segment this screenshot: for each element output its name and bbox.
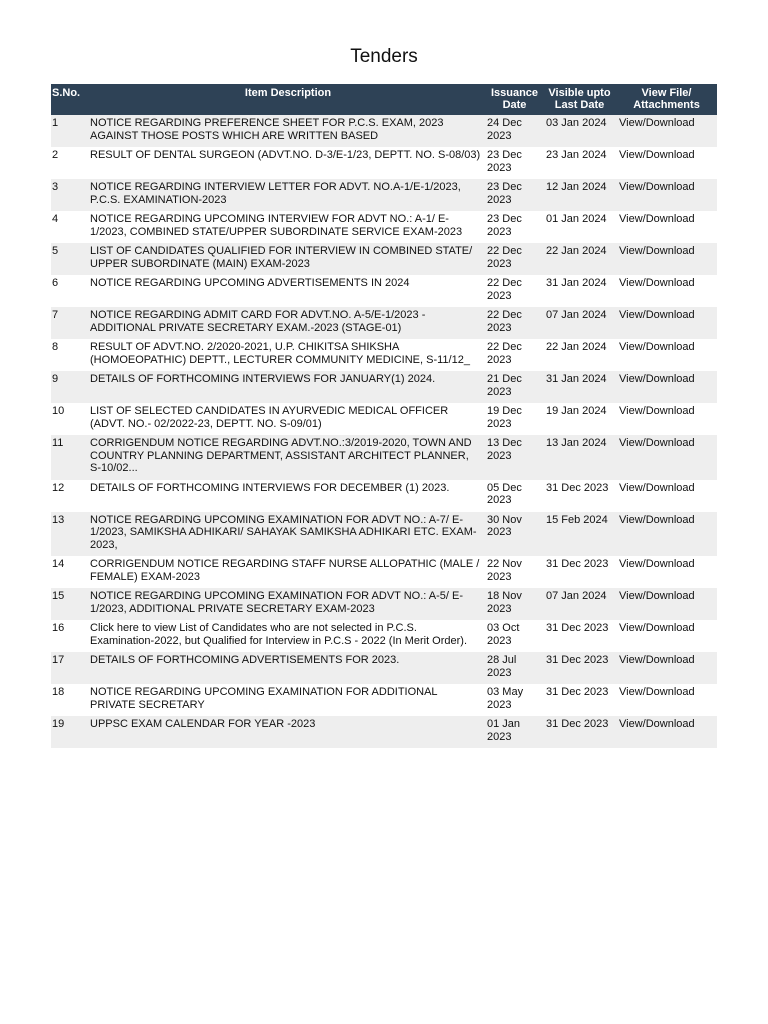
row-sno: 12 — [52, 481, 65, 494]
table-row — [51, 211, 717, 243]
row-visible-upto: 07 Jan 2024 — [546, 309, 607, 321]
row-visible-upto: 15 Feb 2024 — [546, 513, 608, 526]
row-view-cell — [616, 480, 717, 512]
row-issuance-date: 19 Dec 2023 — [487, 405, 522, 430]
row-visible-upto: 22 Jan 2024 — [546, 245, 607, 257]
row-description: RESULT OF ADVT.NO. 2/2020-2021, U.P. CHIKITSA SHIKSHA (HOMOEOPATHIC) DEPTT., LECTURER COMMUNITY MEDICINE, S-11/12_ — [90, 341, 470, 366]
table-row — [51, 480, 717, 512]
row-view-cell — [616, 652, 717, 684]
row-description: LIST OF SELECTED CANDIDATES IN AYURVEDIC MEDICAL OFFICER (ADVT. NO.- 02/2022-23, DEPTT. NO. S-09/01) — [90, 405, 449, 430]
row-visible-upto: 31 Dec 2023 — [546, 686, 609, 698]
row-issuance-date: 05 Dec 2023 — [487, 481, 522, 506]
table-row — [51, 684, 717, 716]
table-row — [51, 307, 717, 339]
table-row — [51, 556, 717, 588]
row-visible-upto: 01 Jan 2024 — [546, 213, 607, 225]
header-view-file: View File/ Attachments — [633, 87, 700, 111]
row-description: CORRIGENDUM NOTICE REGARDING STAFF NURSE ALLOPATHIC (MALE / FEMALE) EXAM-2023 — [90, 558, 480, 583]
row-visible-upto: 07 Jan 2024 — [546, 590, 607, 602]
view-download-link[interactable]: View/Download — [619, 341, 695, 353]
row-visible-upto: 31 Dec 2023 — [546, 654, 609, 666]
table-row — [51, 716, 717, 748]
table-row — [51, 512, 717, 557]
row-description: RESULT OF DENTAL SURGEON (ADVT.NO. D-3/E-1/23, DEPTT. NO. S-08/03) — [90, 149, 481, 161]
header-issuance-date: Issuance Date — [490, 87, 539, 111]
table-row — [51, 275, 717, 307]
row-visible-upto: 31 Dec 2023 — [546, 622, 609, 634]
view-download-link[interactable]: View/Download — [619, 622, 695, 634]
table-row — [51, 339, 717, 371]
row-view-cell — [616, 684, 717, 716]
row-visible-upto: 31 Jan 2024 — [546, 373, 607, 385]
row-view-cell — [616, 147, 717, 179]
row-issuance-date: 03 May 2023 — [487, 686, 524, 711]
row-view-cell — [616, 275, 717, 307]
table-header-row — [51, 84, 717, 115]
row-description: NOTICE REGARDING PREFERENCE SHEET FOR P.C.S. EXAM, 2023 AGAINST THOSE POSTS WHICH ARE WRITTEN BASED — [90, 117, 444, 142]
row-issuance-date: 03 Oct 2023 — [487, 622, 520, 647]
row-view-cell — [616, 435, 717, 480]
row-sno: 11 — [52, 437, 64, 449]
view-download-link[interactable]: View/Download — [619, 309, 695, 321]
table-row — [51, 243, 717, 275]
row-view-cell — [616, 556, 717, 588]
table-row — [51, 652, 717, 684]
row-description: NOTICE REGARDING UPCOMING EXAMINATION FOR ADVT NO.: A-7/ E-1/2023, SAMIKSHA ADHIKARI/ SAHAYAK SAMIKSHA ADHIKARI ETC. EXAM-2023, — [90, 513, 477, 551]
row-visible-upto: 31 Dec 2023 — [546, 481, 609, 494]
row-visible-upto: 13 Jan 2024 — [546, 437, 607, 449]
row-view-cell — [616, 588, 717, 620]
table-row — [51, 588, 717, 620]
table-row — [51, 620, 717, 652]
row-issuance-date: 23 Dec 2023 — [487, 149, 522, 174]
view-download-link[interactable]: View/Download — [619, 149, 695, 161]
row-view-cell — [616, 243, 717, 275]
row-sno: 15 — [52, 590, 65, 602]
row-view-cell — [616, 371, 717, 403]
row-sno: 14 — [52, 558, 65, 570]
row-sno: 16 — [52, 622, 65, 634]
view-download-link[interactable]: View/Download — [619, 373, 695, 385]
view-download-link[interactable]: View/Download — [619, 277, 695, 289]
row-sno: 5 — [52, 245, 59, 257]
row-sno: 7 — [52, 309, 59, 321]
row-visible-upto: 03 Jan 2024 — [546, 117, 607, 129]
row-view-cell — [616, 716, 717, 748]
row-issuance-date: 13 Dec 2023 — [487, 437, 522, 462]
row-issuance-date: 01 Jan 2023 — [487, 718, 521, 743]
row-issuance-date: 23 Dec 2023 — [487, 213, 522, 238]
view-download-link[interactable]: View/Download — [619, 181, 695, 193]
row-sno: 9 — [52, 373, 59, 385]
row-issuance-date: 28 Jul 2023 — [487, 654, 517, 679]
row-sno: 18 — [52, 686, 65, 698]
view-download-link[interactable]: View/Download — [619, 654, 695, 666]
row-visible-upto: 23 Jan 2024 — [546, 149, 607, 161]
row-issuance-date: 22 Nov 2023 — [487, 558, 522, 583]
row-sno: 13 — [52, 513, 65, 526]
view-download-link[interactable]: View/Download — [619, 590, 695, 602]
row-issuance-date: 23 Dec 2023 — [487, 181, 522, 206]
view-download-link[interactable]: View/Download — [619, 481, 695, 494]
row-visible-upto: 12 Jan 2024 — [546, 181, 607, 193]
row-issuance-date: 30 Nov 2023 — [487, 513, 522, 538]
row-sno: 17 — [52, 654, 65, 666]
row-issuance-date: 22 Dec 2023 — [487, 341, 522, 366]
table-row — [51, 147, 717, 179]
row-description: NOTICE REGARDING UPCOMING EXAMINATION FOR ADDITIONAL PRIVATE SECRETARY — [90, 686, 438, 711]
view-download-link[interactable]: View/Download — [619, 213, 695, 225]
row-description: DETAILS OF FORTHCOMING INTERVIEWS FOR JANUARY(1) 2024. — [90, 373, 436, 385]
row-issuance-date: 22 Dec 2023 — [487, 277, 522, 302]
row-sno: 10 — [52, 405, 65, 417]
view-download-link[interactable]: View/Download — [619, 558, 695, 570]
table-row — [51, 179, 717, 211]
view-download-link[interactable]: View/Download — [619, 513, 695, 526]
row-issuance-date: 18 Nov 2023 — [487, 590, 522, 615]
page-title: Tenders — [350, 46, 418, 67]
row-view-cell — [616, 307, 717, 339]
table-row — [51, 403, 717, 435]
row-visible-upto: 31 Dec 2023 — [546, 558, 609, 570]
header-sno: S.No. — [52, 87, 81, 99]
table-row — [51, 371, 717, 403]
row-description: DETAILS OF FORTHCOMING INTERVIEWS FOR DECEMBER (1) 2023. — [90, 481, 450, 494]
row-description: NOTICE REGARDING ADMIT CARD FOR ADVT.NO. A-5/E-1/2023 - ADDITIONAL PRIVATE SECRETARY EXAM.-2023 (STAGE-01) — [90, 309, 426, 334]
row-sno: 6 — [52, 277, 59, 289]
view-download-link[interactable]: View/Download — [619, 686, 695, 698]
view-download-link[interactable]: View/Download — [619, 405, 695, 417]
row-view-cell — [616, 339, 717, 371]
row-description: DETAILS OF FORTHCOMING ADVERTISEMENTS FOR 2023. — [90, 654, 400, 666]
row-visible-upto: 31 Jan 2024 — [546, 277, 607, 289]
row-description: NOTICE REGARDING UPCOMING INTERVIEW FOR ADVT NO.: A-1/ E-1/2023, COMBINED STATE/UPPER SUBORDINATE SERVICE EXAM-2023 — [90, 213, 463, 238]
row-sno: 3 — [52, 181, 59, 193]
row-sno: 8 — [52, 341, 59, 353]
row-description: NOTICE REGARDING INTERVIEW LETTER FOR ADVT. NO.A-1/E-1/2023, P.C.S. EXAMINATION-2023 — [90, 181, 461, 206]
header-item-description: Item Description — [244, 87, 332, 99]
view-download-link[interactable]: View/Download — [619, 718, 695, 730]
row-view-cell — [616, 512, 717, 557]
row-visible-upto: 22 Jan 2024 — [546, 341, 607, 353]
row-sno: 1 — [52, 117, 59, 129]
header-visible-upto: Visible upto Last Date — [548, 87, 611, 111]
row-sno: 2 — [52, 149, 59, 161]
row-view-cell — [616, 115, 717, 147]
row-view-cell — [616, 620, 717, 652]
row-description: LIST OF CANDIDATES QUALIFIED FOR INTERVIEW IN COMBINED STATE/ UPPER SUBORDINATE (MAIN) EXAM-2023 — [90, 245, 473, 270]
row-description: NOTICE REGARDING UPCOMING ADVERTISEMENTS IN 2024 — [90, 277, 410, 289]
row-issuance-date: 24 Dec 2023 — [487, 117, 522, 142]
row-visible-upto: 31 Dec 2023 — [546, 718, 609, 730]
table-header — [51, 84, 717, 115]
row-issuance-date: 21 Dec 2023 — [487, 373, 522, 398]
row-description: NOTICE REGARDING UPCOMING EXAMINATION FOR ADVT NO.: A-5/ E-1/2023, ADDITIONAL PRIVATE SECRETARY EXAM-2023 — [90, 590, 464, 615]
row-issuance-date: 22 Dec 2023 — [487, 309, 522, 334]
view-download-link[interactable]: View/Download — [619, 117, 695, 129]
row-issuance-date: 22 Dec 2023 — [487, 245, 522, 270]
tenders-table — [51, 84, 717, 748]
row-view-cell — [616, 211, 717, 243]
row-view-cell — [616, 403, 717, 435]
table-row — [51, 435, 717, 480]
row-description: UPPSC EXAM CALENDAR FOR YEAR -2023 — [90, 718, 316, 730]
row-view-cell — [616, 179, 717, 211]
row-sno: 19 — [52, 718, 65, 730]
view-download-link[interactable]: View/Download — [619, 245, 695, 257]
row-description: Click here to view List of Candidates who are not selected in P.C.S. Examination-2022, but Qualified for Interview in P.C.S - 2022 (In Merit Order). — [90, 622, 468, 647]
table-body — [51, 115, 717, 748]
row-visible-upto: 19 Jan 2024 — [546, 405, 607, 417]
row-description: CORRIGENDUM NOTICE REGARDING ADVT.NO.:3/2019-2020, TOWN AND COUNTRY PLANNING DEPARTMENT, ASSISTANT ARCHITECT PLANNER, S-10/02... — [90, 437, 472, 474]
view-download-link[interactable]: View/Download — [619, 437, 695, 449]
row-sno: 4 — [52, 213, 59, 225]
table-row — [51, 115, 717, 147]
